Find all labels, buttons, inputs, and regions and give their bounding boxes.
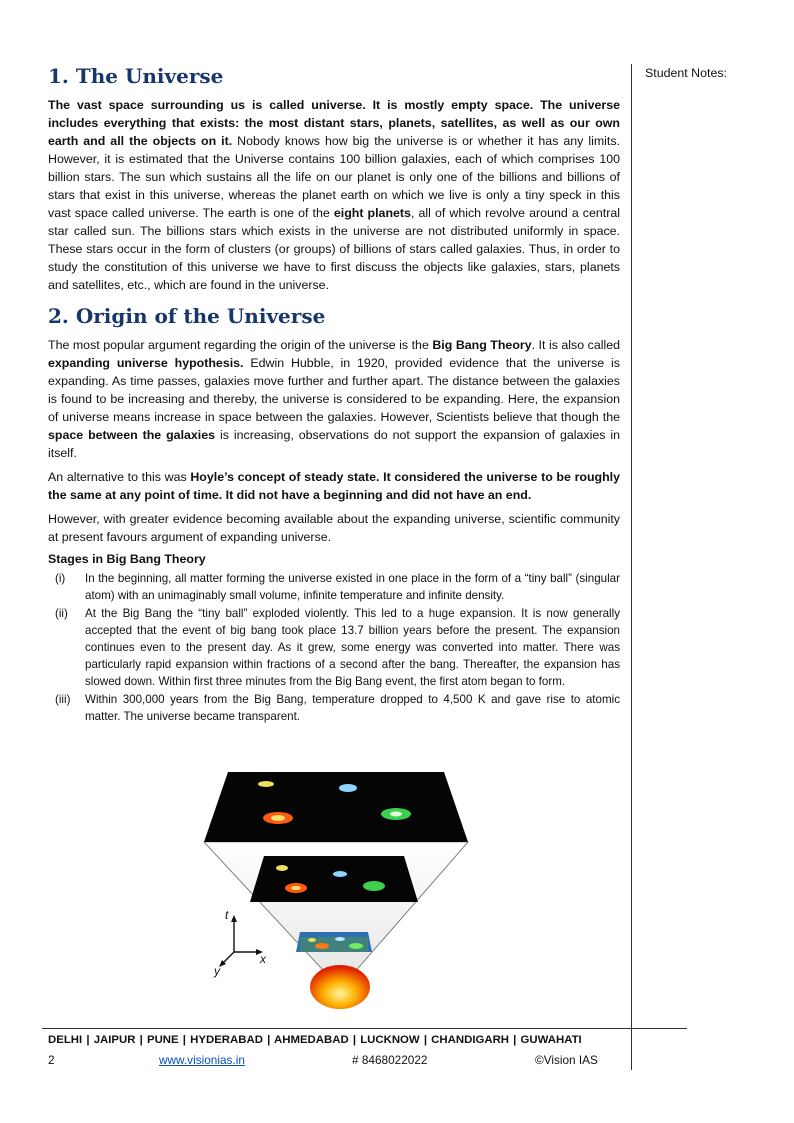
website-link[interactable]: www.visionias.in [159, 1053, 245, 1067]
main-content [48, 64, 620, 726]
text-run: . It is also called [531, 338, 620, 352]
student-notes-label: Student Notes: [645, 66, 727, 80]
text-run: However, with greater evidence becoming available about the expanding universe, scientific community at present favours argument of expanding universe. [48, 512, 620, 544]
origin-paragraph-2 [48, 468, 620, 504]
text-run: An alternative to this was [48, 470, 191, 484]
text-run: Nobody knows how big the universe is or whether it has any limits. However, it is estimated that the Universe contains 100 billion galaxies, each of which comprises 100 billion stars. The sun which sustains all the life on our planet is only one of the billions and billions of stars that exist in this universe, whereas the planet earth on which we live is only a tiny speck in this vast space called universe. The earth is one of the [48, 134, 621, 220]
bold-text-run: Big Bang Theory [432, 338, 532, 352]
notes-divider [631, 64, 632, 1070]
phone-number: # 8468022022 [352, 1053, 428, 1067]
origin-paragraph-1 [48, 336, 620, 462]
stage-text: In the beginning, all matter forming the universe existed in one place in the form of a “tiny ball” (singular atom) with an unimaginably small volume, infinite temperature and infinite density. [85, 572, 620, 602]
footer-cities: DELHI | JAIPUR | PUNE | HYDERABAD | AHMEDABAD | LUCKNOW | CHANDIGARH | GUWAHATI [48, 1034, 582, 1046]
footer-divider [42, 1028, 687, 1029]
page-number: 2 [48, 1053, 55, 1067]
stage-number: (iii) [55, 693, 71, 706]
stage-item [48, 570, 620, 604]
axis-t-label: t [225, 908, 229, 922]
text-run: Edwin Hubble, in 1920, provided evidence that the universe is expanding. As time passes, galaxies move further and further apart. The distance between the galaxies is found to be increasing and thereby, the universe is considered to be expanding. Here, the expansion of universe means increase in space between the galaxies. However, Scientists believe that though the [48, 356, 620, 424]
axis-y-label: y [214, 964, 220, 978]
stage-text: Within 300,000 years from the Big Bang, temperature dropped to 4,500 K and gave rise to atomic matter. The universe became transparent. [85, 693, 620, 723]
stage-text: At the Big Bang the “tiny ball” exploded violently. This led to a huge expansion. It is now generally accepted that the event of big bang took place 13.7 billion years before the present. The expansion continues even to the present day. As it grew, some energy was converted into matter. There was particularly rapid expansion within fractions of a second after the bang. Thereafter, the expansion has slowed down. Within first three minutes from the Big Bang event, the first atom began to form. [85, 607, 620, 688]
bold-text-run: eight planets [333, 206, 411, 220]
section-heading-origin: 2. Origin of the Universe [48, 304, 326, 328]
stage-item [48, 605, 620, 690]
bold-text-run: Hoyle’s concept of steady state. It considered the universe to be roughly the same at any point of time. It did not have a beginning and did not have an end. [48, 470, 620, 502]
stages-list [48, 570, 620, 725]
text-run: , all of which revolve around a central star called sun. The billions stars which exists in the universe are not distributed uniformly in space. These stars occur in the form of clusters (or groups) of billions of stars called galaxies. Thus, in order to study the constitution of this universe we have to first discuss the objects like galaxies, stars, planets and satellites, etc., which are found in the universe. [48, 206, 621, 292]
universe-paragraph [48, 96, 620, 294]
stages-title: Stages in Big Bang Theory [48, 552, 206, 566]
stage-number: (i) [55, 572, 66, 585]
big-bang-expansion-diagram-icon [200, 772, 480, 1012]
bold-text-run: space between the galaxies [48, 428, 216, 442]
section-heading-universe: 1. The Universe [48, 64, 224, 88]
text-run: is increasing, observations do not support the expansion of galaxies in itself. [48, 428, 620, 460]
axis-x-label: x [260, 952, 266, 966]
bold-text-run: expanding universe hypothesis. [48, 356, 244, 370]
copyright: ©Vision IAS [535, 1053, 598, 1067]
bold-text-run: The vast space surrounding us is called universe. It is mostly empty space. The universe includes everything that exists: the most distant stars, planets, satellites, as well as our own earth and all the objects on it. [48, 98, 620, 148]
text-run: The most popular argument regarding the origin of the universe is the [48, 338, 433, 352]
origin-paragraph-3 [48, 510, 620, 546]
stage-number: (ii) [55, 607, 68, 620]
stage-item [48, 691, 620, 725]
